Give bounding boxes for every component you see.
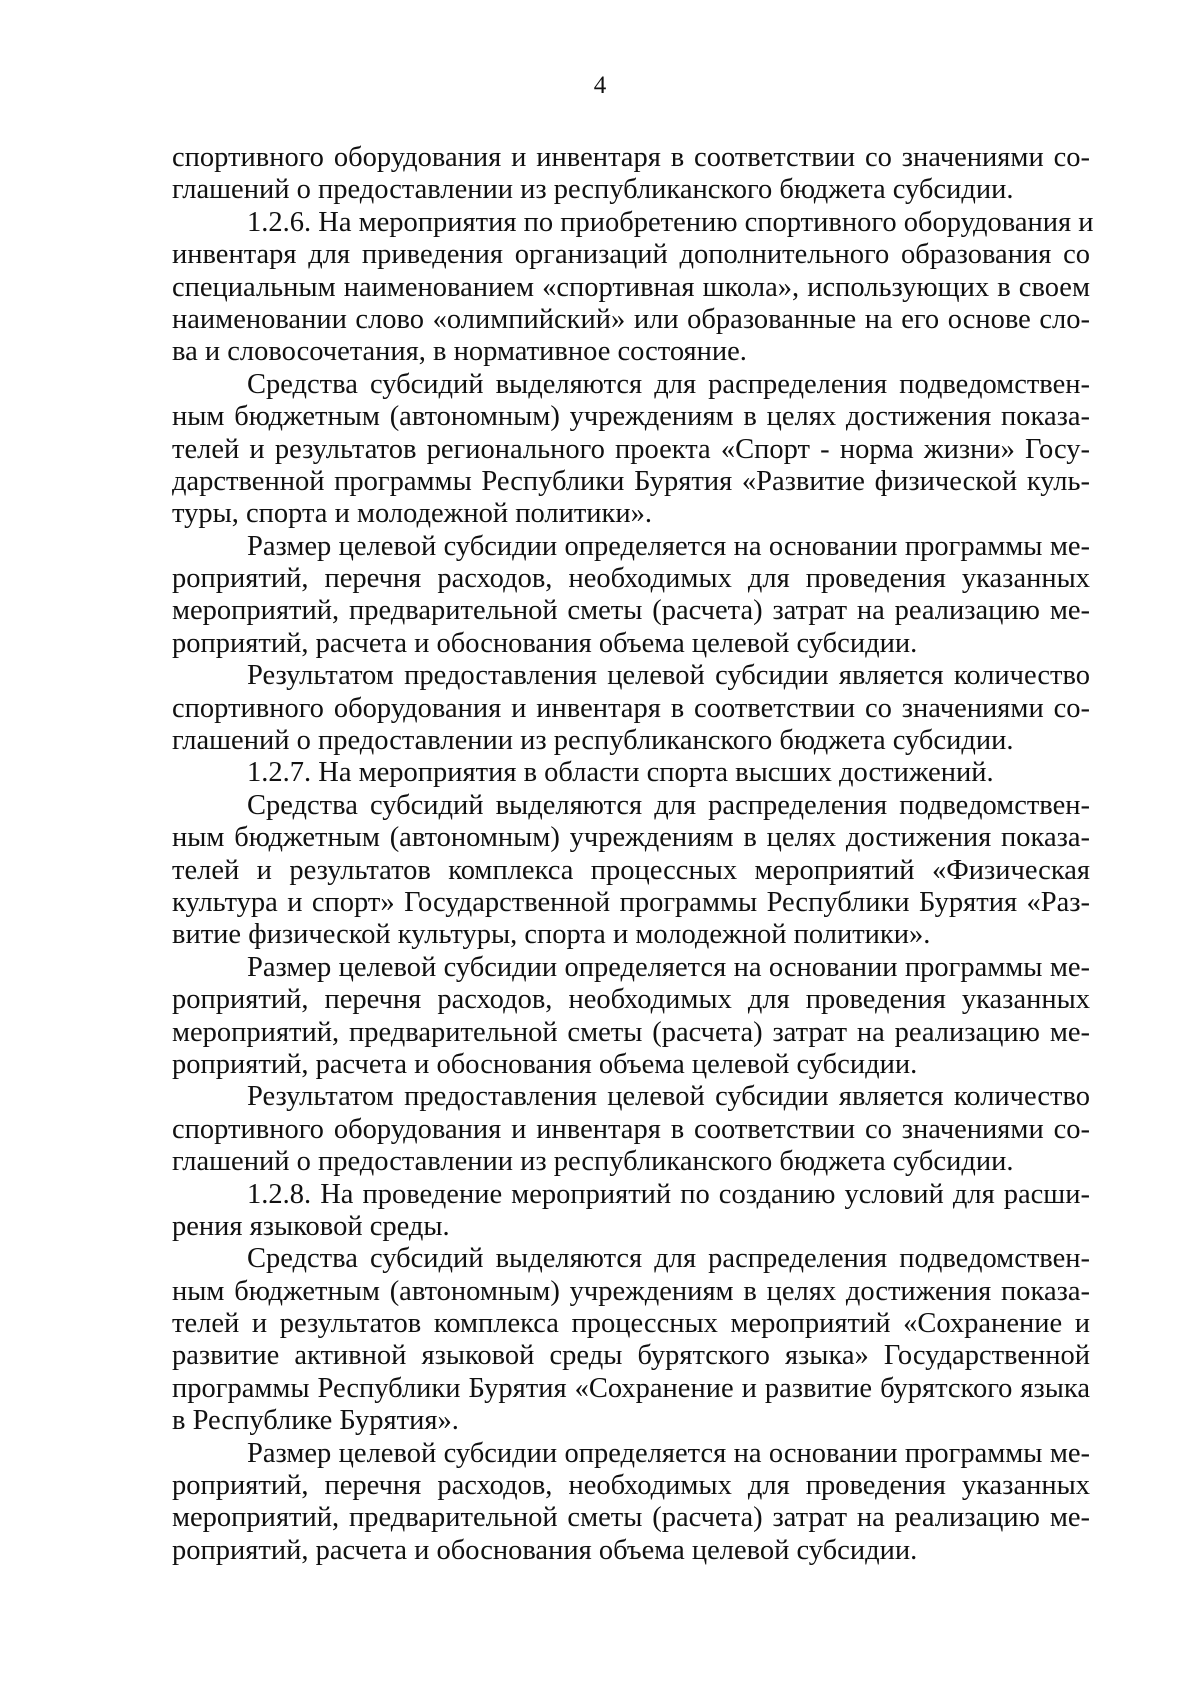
paragraph (172, 1438, 1090, 1568)
text-line: 1.2.7. На мероприятия в области спорта высших достижений. (247, 757, 994, 789)
text-line: спортивного оборудования и инвентаря в соответствии со значениями со- (172, 142, 1090, 173)
text-line: развитие активной языковой среды бурятского языка» Государственной (172, 1340, 1090, 1372)
text-line: роприятий, расчета и обоснования объема целевой субсидии. (172, 627, 918, 659)
paragraph (172, 660, 1090, 757)
text-line: Средства субсидий выделяются для распределения подведомствен- (247, 368, 1090, 400)
text-line: Средства субсидий выделяются для распределения подведомствен- (247, 1243, 1090, 1275)
text-line: Размер целевой субсидии определяется на основании программы ме- (247, 530, 1090, 562)
paragraph (172, 757, 1090, 789)
text-line: витие физической культуры, спорта и молодежной политики». (172, 919, 931, 951)
text-line: роприятий, перечня расходов, необходимых для проведения указанных (172, 1470, 1090, 1502)
text-line: роприятий, перечня расходов, необходимых для проведения указанных (172, 984, 1090, 1016)
paragraph (172, 1179, 1090, 1244)
paragraph (172, 1243, 1090, 1437)
text-line: Размер целевой субсидии определяется на основании программы ме- (247, 1437, 1090, 1469)
text-line: ным бюджетным (автономным) учреждениям в целях достижения показа- (172, 822, 1090, 854)
text-line: программы Республики Бурятия «Сохранение и развитие бурятского языка (172, 1372, 1090, 1404)
text-line: глашений о предоставлении из республиканского бюджета субсидии. (172, 174, 1014, 206)
text-line: мероприятий, предварительной сметы (расчета) затрат на реализацию ме- (172, 1016, 1090, 1048)
text-line: в Республике Бурятия». (172, 1405, 459, 1437)
page-number: 4 (593, 72, 607, 99)
text-line: мероприятий, предварительной сметы (расчета) затрат на реализацию ме- (172, 595, 1090, 627)
text-line: инвентаря для приведения организаций дополнительного образования со (172, 239, 1090, 271)
paragraph (172, 142, 1090, 207)
text-line: 1.2.8. На проведение мероприятий по созданию условий для расши- (247, 1178, 1090, 1210)
document-body (172, 142, 1094, 1567)
text-line: роприятий, расчета и обоснования объема целевой субсидии. (172, 1534, 918, 1566)
text-line: Результатом предоставления целевой субсидии является количество (247, 1081, 1090, 1113)
text-line: дарственной программы Республики Бурятия «Развитие физической куль- (172, 465, 1090, 497)
text-line: мероприятий, предварительной сметы (расчета) затрат на реализацию ме- (172, 1502, 1090, 1534)
text-line: Размер целевой субсидии определяется на основании программы ме- (247, 951, 1090, 983)
text-line: туры, спорта и молодежной политики». (172, 498, 653, 530)
text-line: наименовании слово «олимпийский» или образованные на его основе сло- (172, 303, 1090, 335)
paragraph (172, 369, 1090, 531)
text-line: телей и результатов регионального проекта «Спорт - норма жизни» Госу- (172, 433, 1090, 465)
text-line: роприятий, расчета и обоснования объема целевой субсидии. (172, 1048, 918, 1080)
paragraph (172, 790, 1090, 952)
text-line: спортивного оборудования и инвентаря в соответствии со значениями со- (172, 692, 1090, 724)
text-line: рения языковой среды. (172, 1210, 450, 1242)
text-line: специальным наименованием «спортивная школа», использующих в своем (172, 271, 1090, 303)
text-line: Результатом предоставления целевой субсидии является количество (247, 660, 1090, 692)
text-line: роприятий, перечня расходов, необходимых для проведения указанных (172, 563, 1090, 595)
text-line: глашений о предоставлении из республиканского бюджета субсидии. (172, 1146, 1014, 1178)
paragraph (172, 531, 1090, 661)
text-line: телей и результатов комплекса процессных мероприятий «Физическая (172, 854, 1090, 886)
text-line: 1.2.6. На мероприятия по приобретению спортивного оборудования и (247, 206, 1094, 238)
paragraph (172, 1081, 1090, 1178)
text-line: Средства субсидий выделяются для распределения подведомствен- (247, 789, 1090, 821)
text-line: ным бюджетным (автономным) учреждениям в целях достижения показа- (172, 1275, 1090, 1307)
text-line: культура и спорт» Государственной программы Республики Бурятия «Раз- (172, 886, 1090, 918)
text-line: спортивного оборудования и инвентаря в соответствии со значениями со- (172, 1113, 1090, 1145)
text-line: телей и результатов комплекса процессных мероприятий «Сохранение и (172, 1308, 1090, 1340)
paragraph (172, 206, 1094, 369)
text-line: ным бюджетным (автономным) учреждениям в целях достижения показа- (172, 401, 1090, 433)
text-line: ва и словосочетания, в нормативное состояние. (172, 336, 747, 368)
text-line: глашений о предоставлении из республиканского бюджета субсидии. (172, 725, 1014, 757)
paragraph (172, 952, 1090, 1082)
